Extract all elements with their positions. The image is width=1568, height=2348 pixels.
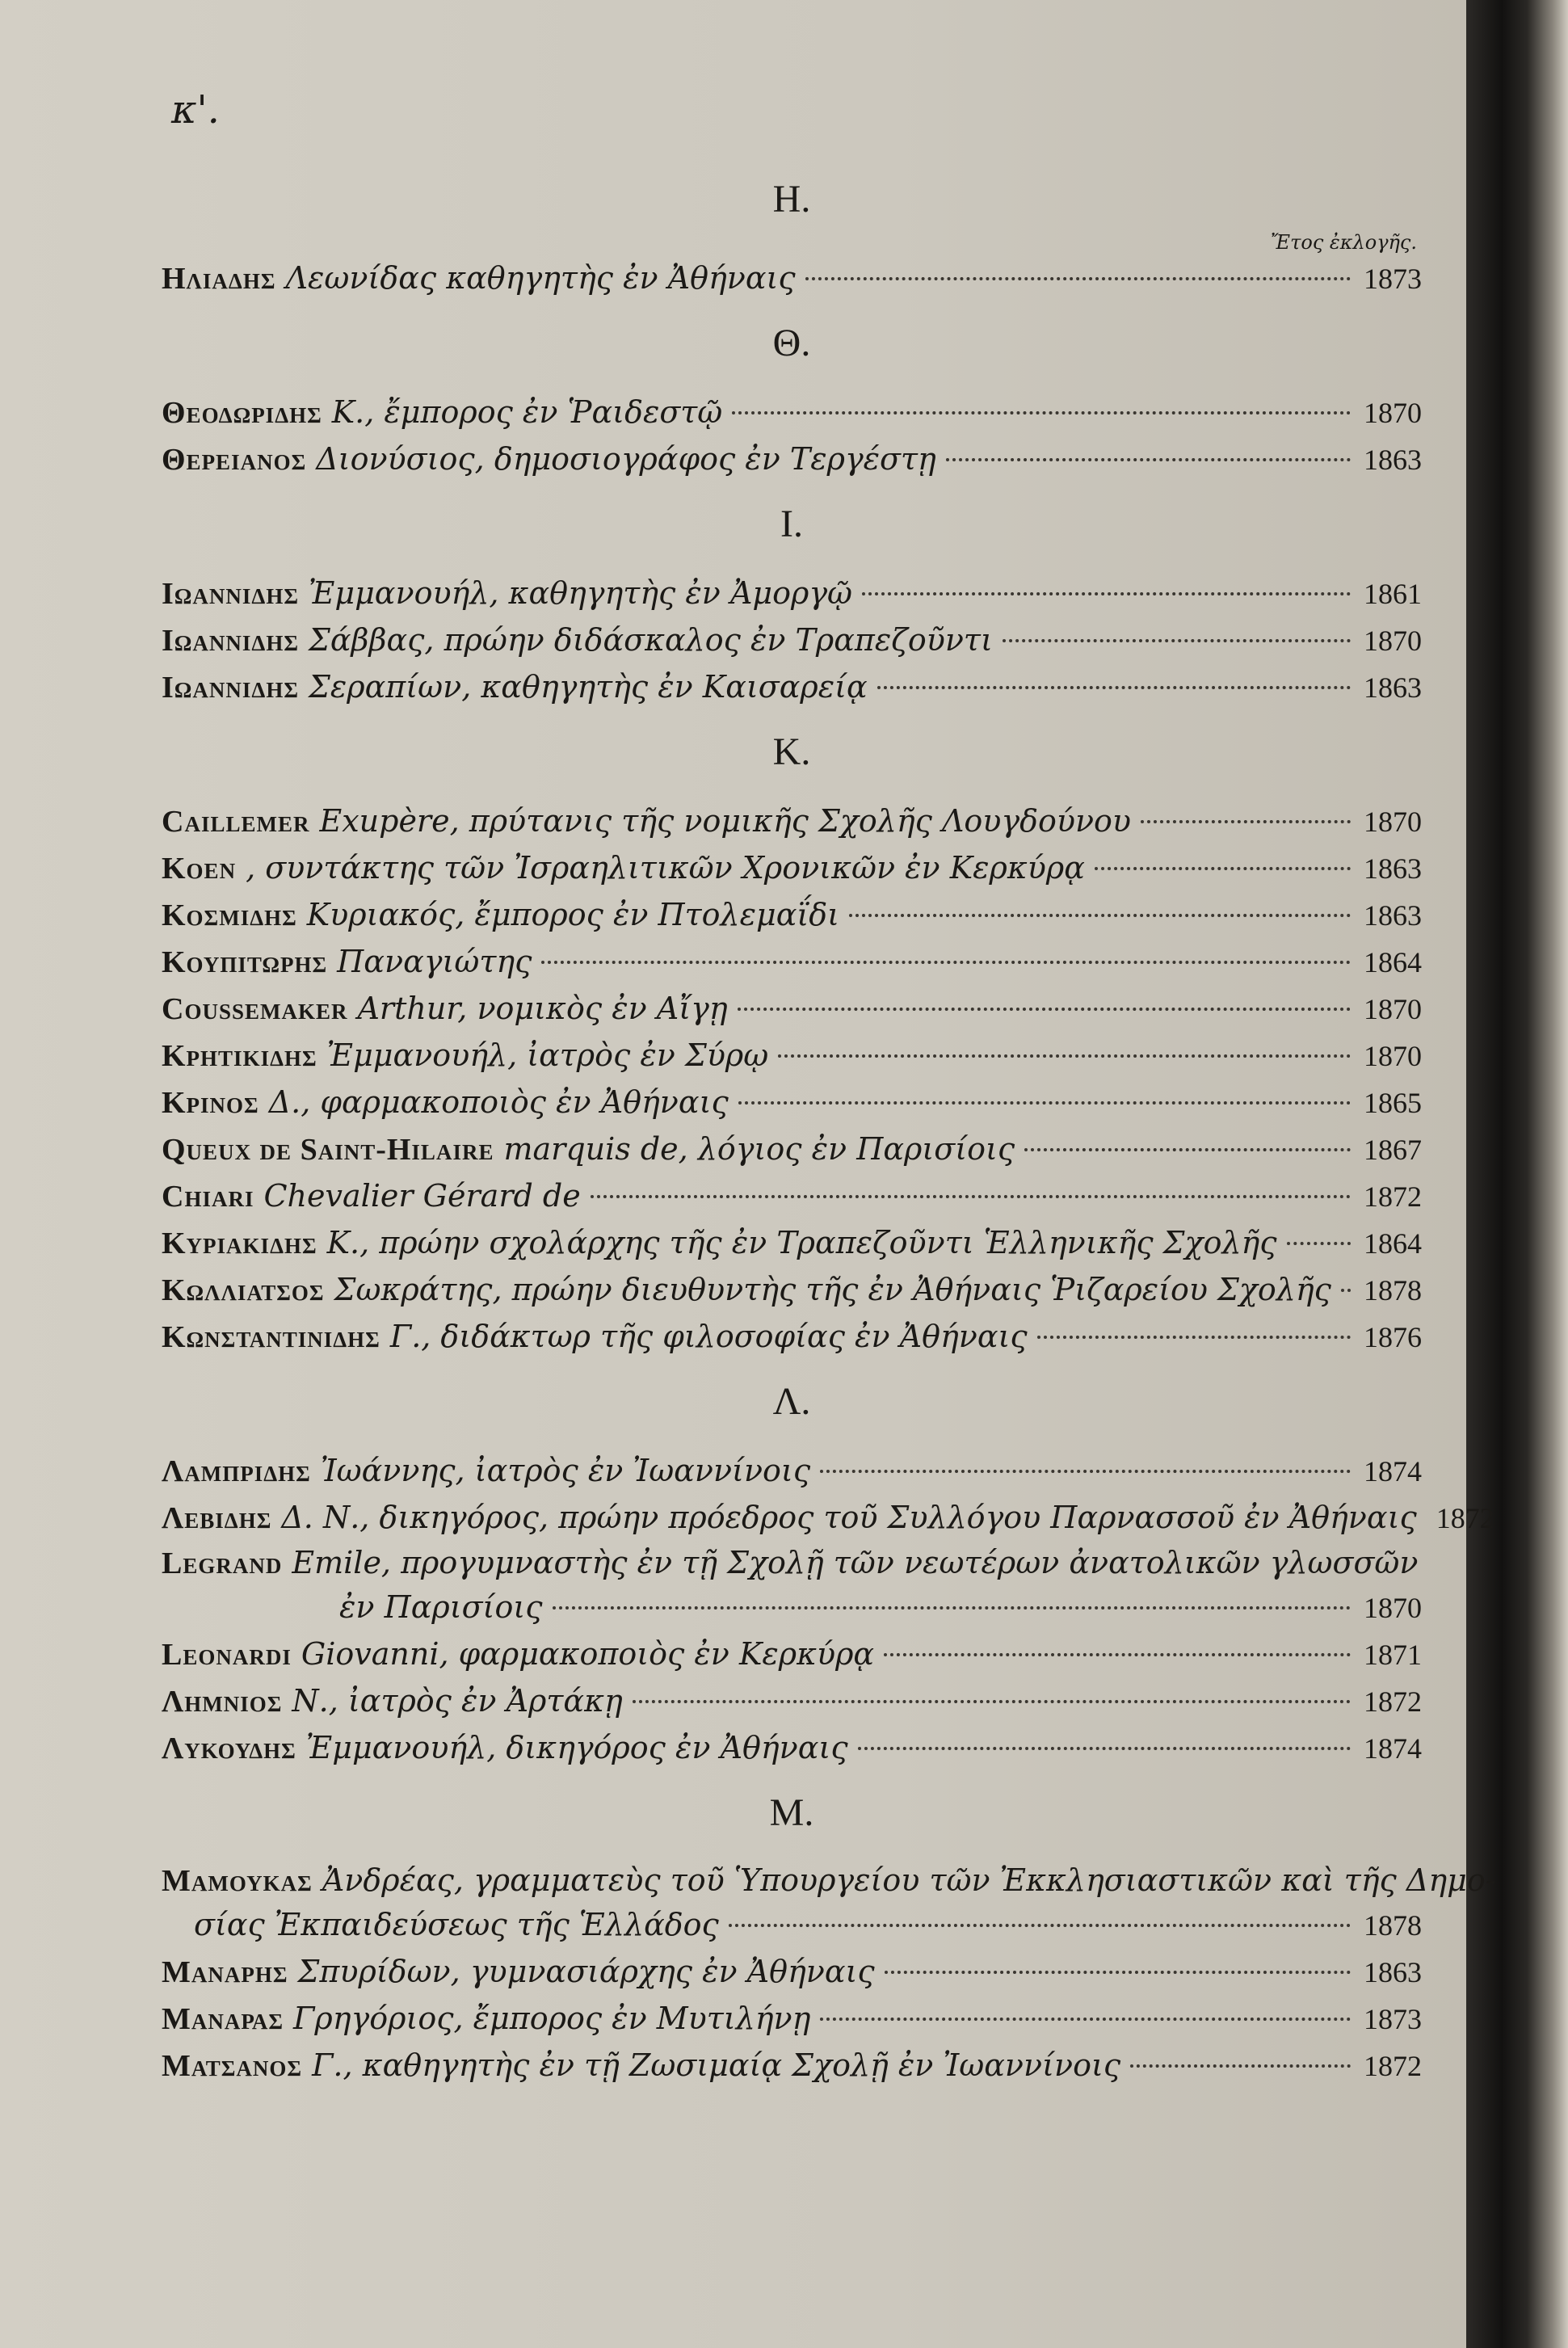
entry-name: Κρητικιδης xyxy=(162,1039,317,1073)
dot-leader xyxy=(732,411,1351,414)
year-column-header: Ἔτος ἐκλογῆς. xyxy=(1270,231,1417,254)
entry-year: 1873 xyxy=(1364,263,1422,295)
section-mu xyxy=(162,1790,1496,2089)
list-item xyxy=(162,986,1422,1033)
entry-name: Λημνιος xyxy=(162,1685,283,1719)
entry-name: Leonardi xyxy=(162,1638,292,1672)
entry-year: 1867 xyxy=(1364,1134,1422,1166)
entry-name: Κουπιτωρης xyxy=(162,945,328,979)
entry-description: Chevalier Gérard de xyxy=(263,1178,581,1214)
dot-leader xyxy=(591,1195,1351,1198)
dot-leader xyxy=(946,458,1351,461)
dot-leader xyxy=(805,277,1351,280)
section-lambda xyxy=(162,1378,1494,1772)
entry-year: 1876 xyxy=(1364,1321,1422,1353)
entry-name: Chiari xyxy=(162,1180,254,1214)
list-item xyxy=(162,436,1422,483)
book-spine xyxy=(1466,0,1568,2348)
entry-name: Θερειανος xyxy=(162,443,307,477)
entry-description: Λεωνίδας καθηγητὴς ἐν Ἀθήναις xyxy=(285,260,796,296)
list-item xyxy=(162,1448,1422,1495)
entry-description: Δ. Ν., δικηγόρος, πρώην πρόεδρος τοῦ Συλλόγου Παρνασσοῦ ἐν Ἀθήναις xyxy=(281,1500,1417,1535)
entry-description: Παναγιώτης xyxy=(337,944,532,979)
list-item xyxy=(162,798,1422,845)
list-item xyxy=(162,389,1422,436)
entry-year: 1870 xyxy=(1364,397,1422,429)
list-item xyxy=(162,1173,1422,1220)
entry-year: 1874 xyxy=(1364,1455,1422,1487)
entry-name: Λυκουδης xyxy=(162,1732,296,1765)
entry-name: Ιωαννιδης xyxy=(162,624,299,658)
members-list xyxy=(162,162,1496,2107)
list-item xyxy=(162,845,1422,892)
entry-description: Σπυρίδων, γυμνασιάρχης ἐν Ἀθήναις xyxy=(297,1954,875,1989)
entry-year: 1863 xyxy=(1364,852,1422,885)
list-item xyxy=(162,570,1422,617)
entry-year: 1870 xyxy=(1364,993,1422,1025)
list-item xyxy=(162,892,1422,939)
dot-leader xyxy=(778,1054,1351,1058)
entry-name: Caillemer xyxy=(162,805,310,839)
dot-leader xyxy=(820,1470,1351,1473)
list-item xyxy=(162,255,1422,302)
entry-name: Κρινος xyxy=(162,1086,259,1120)
entry-description: Γ., καθηγητὴς ἐν τῇ Ζωσιμαίᾳ Σχολῇ ἐν Ἰωαννίνοις xyxy=(312,2047,1121,2083)
entry-description: Κ., ἔμπορος ἐν Ῥαιδεστῷ xyxy=(331,394,723,430)
list-item xyxy=(162,1126,1422,1173)
entry-name: Μαναρας xyxy=(162,2002,284,2036)
list-item xyxy=(162,1314,1422,1361)
entry-year: 1871 xyxy=(1364,1639,1422,1671)
entry-year: 1864 xyxy=(1364,1227,1422,1260)
dot-leader xyxy=(1130,2064,1351,2068)
list-item xyxy=(162,1033,1422,1079)
entry-year: 1872 xyxy=(1364,2050,1422,2082)
entry-year: 1863 xyxy=(1364,899,1422,932)
entry-year: 1872 xyxy=(1364,1685,1422,1718)
entry-name: Ιωαννιδης xyxy=(162,577,299,611)
entry-description: Ἐμμανουήλ, καθηγητὴς ἐν Ἀμοργῷ xyxy=(309,575,853,611)
section-iota xyxy=(162,501,1422,711)
dot-leader xyxy=(1003,639,1351,642)
dot-leader xyxy=(541,961,1351,964)
entry-year: 1872 xyxy=(1436,1502,1494,1534)
dot-leader xyxy=(885,1971,1351,1974)
list-item xyxy=(162,664,1422,711)
entry-description: Γ., διδάκτωρ τῆς φιλοσοφίας ἐν Ἀθήναις xyxy=(389,1319,1028,1354)
entry-description: Giovanni, φαρμακοποιὸς ἐν Κερκύρᾳ xyxy=(301,1636,875,1672)
section-kappa xyxy=(162,729,1422,1361)
dot-leader xyxy=(858,1747,1351,1750)
entry-description: Exupère, πρύτανις τῆς νομικῆς Σχολῆς Λουγδούνου xyxy=(319,803,1132,839)
entry-name: Κυριακιδης xyxy=(162,1227,317,1260)
entry-description-continued: σίας Ἐκπαιδεύσεως τῆς Ἑλλάδος xyxy=(194,1907,719,1942)
entry-description: Διονύσιος, δημοσιογράφος ἐν Τεργέστῃ xyxy=(316,441,936,477)
entry-description: marquis de, λόγιος ἐν Παρισίοις xyxy=(503,1131,1015,1167)
entry-year: 1870 xyxy=(1364,806,1422,838)
entry-description: Σάββας, πρώην διδάσκαλος ἐν Τραπεζοῦντι xyxy=(309,622,993,658)
dot-leader xyxy=(1095,867,1351,870)
section-letter: Κ. xyxy=(772,730,811,773)
entry-name: Κοσμιδης xyxy=(162,898,297,932)
section-letter: Λ. xyxy=(772,1380,811,1423)
list-item xyxy=(162,617,1422,664)
entry-name: Ηλιαδης xyxy=(162,262,276,296)
dot-leader xyxy=(738,1008,1351,1011)
dot-leader xyxy=(738,1101,1351,1105)
entry-description-continued: ἐν Παρισίοις xyxy=(339,1589,543,1625)
section-letter: Ι. xyxy=(780,503,803,545)
entry-description: Ν., ἰατρὸς ἐν Ἀρτάκῃ xyxy=(292,1683,623,1719)
entry-year: 1878 xyxy=(1364,1274,1422,1307)
entry-year: 1863 xyxy=(1364,444,1422,476)
entry-name: Queux de Saint-Hilaire xyxy=(162,1133,494,1167)
entry-name: Κοεν xyxy=(162,852,237,886)
list-item xyxy=(162,1678,1422,1725)
dot-leader xyxy=(862,592,1351,595)
entry-name: Κωλλιατσος xyxy=(162,1273,325,1307)
entry-year: 1864 xyxy=(1364,946,1422,978)
list-item xyxy=(162,1079,1422,1126)
entry-year: 1865 xyxy=(1364,1087,1422,1119)
entry-year: 1861 xyxy=(1364,578,1422,610)
entry-year: 1863 xyxy=(1364,671,1422,704)
entry-year: 1863 xyxy=(1364,1956,1422,1988)
entry-description: Γρηγόριος, ἔμπορος ἐν Μυτιλήνῃ xyxy=(293,2001,811,2036)
dot-leader xyxy=(553,1606,1351,1610)
entry-description: Arthur, νομικὸς ἐν Αἴγῃ xyxy=(357,991,728,1026)
list-item xyxy=(162,1996,1422,2043)
list-item xyxy=(162,1725,1422,1772)
entry-name: Μαμουκας xyxy=(162,1864,313,1898)
entry-description: Σεραπίων, καθηγητὴς ἐν Καισαρείᾳ xyxy=(309,669,868,705)
entry-name: Κωνσταντινιδης xyxy=(162,1320,380,1354)
section-eta xyxy=(162,176,1422,302)
section-theta xyxy=(162,320,1422,483)
list-item xyxy=(162,1949,1422,1996)
entry-description: Σωκράτης, πρώην διευθυντὴς τῆς ἐν Ἀθήναις Ῥιζαρείου Σχολῆς xyxy=(334,1272,1331,1307)
entry-year: 1870 xyxy=(1364,625,1422,657)
page-number: κ'. xyxy=(171,87,220,133)
entry-name: Θεοδωριδης xyxy=(162,396,322,430)
dot-leader xyxy=(820,2018,1351,2021)
entry-name: Legrand xyxy=(162,1546,283,1580)
entry-name: Λεβιδης xyxy=(162,1501,272,1535)
list-item-first-line xyxy=(162,1859,1496,1902)
dot-leader xyxy=(633,1700,1351,1703)
dot-leader xyxy=(1287,1242,1351,1245)
section-letter: Η. xyxy=(772,178,811,221)
list-item xyxy=(162,1631,1422,1678)
list-item xyxy=(162,1267,1422,1314)
list-item-first-line xyxy=(162,1542,1422,1584)
dot-leader xyxy=(1037,1336,1351,1339)
list-item-continuation xyxy=(162,1584,1422,1631)
entry-description: Κυριακός, ἔμπορος ἐν Πτολεμαΐδι xyxy=(306,897,840,932)
entry-description: Ἐμμανουήλ, ἰατρὸς ἐν Σύρῳ xyxy=(326,1037,769,1073)
dot-leader xyxy=(877,686,1351,689)
list-item xyxy=(162,1495,1494,1542)
entry-description: Δ., φαρμακοποιὸς ἐν Ἀθήναις xyxy=(268,1084,729,1120)
list-item-continuation xyxy=(162,1902,1422,1949)
entry-year: 1870 xyxy=(1364,1040,1422,1072)
list-item xyxy=(162,2043,1422,2089)
dot-leader xyxy=(1024,1148,1351,1151)
section-letter: Θ. xyxy=(772,322,811,364)
entry-description: Ἐμμανουήλ, δικηγόρος ἐν Ἀθήναις xyxy=(305,1730,848,1765)
dot-leader xyxy=(884,1653,1351,1656)
entry-name: Ιωαννιδης xyxy=(162,671,299,705)
list-item xyxy=(162,1220,1422,1267)
entry-description: Κ., πρώην σχολάρχης τῆς ἐν Τραπεζοῦντι Ἑλληνικῆς Σχολῆς xyxy=(326,1225,1277,1260)
entry-year: 1874 xyxy=(1364,1732,1422,1765)
dot-leader xyxy=(1341,1289,1351,1292)
entry-year: 1872 xyxy=(1364,1180,1422,1213)
dot-leader xyxy=(849,914,1351,917)
entry-year: 1878 xyxy=(1364,1909,1422,1942)
entry-description: , συντάκτης τῶν Ἰσραηλιτικῶν Χρονικῶν ἐν Κερκύρᾳ xyxy=(246,850,1085,886)
entry-name: Coussemaker xyxy=(162,992,348,1026)
entry-description: Ἰωάννης, ἰατρὸς ἐν Ἰωαννίνοις xyxy=(320,1453,811,1488)
entry-year: 1873 xyxy=(1364,2003,1422,2035)
dot-leader xyxy=(729,1924,1351,1927)
entry-name: Ματσανος xyxy=(162,2049,303,2083)
entry-description: Emile, προγυμναστὴς ἐν τῇ Σχολῇ τῶν νεωτέρων ἀνατολικῶν γλωσσῶν xyxy=(292,1545,1419,1580)
list-item xyxy=(162,939,1422,986)
entry-year: 1870 xyxy=(1364,1592,1422,1624)
dot-leader xyxy=(1141,820,1351,823)
entry-name: Λαμπριδης xyxy=(162,1454,311,1488)
entry-name: Μαναρης xyxy=(162,1955,288,1989)
entry-description: Ἀνδρέας, γραμματεὺς τοῦ Ὑπουργείου τῶν Ἐκκλησιαστικῶν καὶ τῆς Δημο- xyxy=(322,1862,1496,1898)
section-letter: Μ. xyxy=(769,1791,814,1834)
